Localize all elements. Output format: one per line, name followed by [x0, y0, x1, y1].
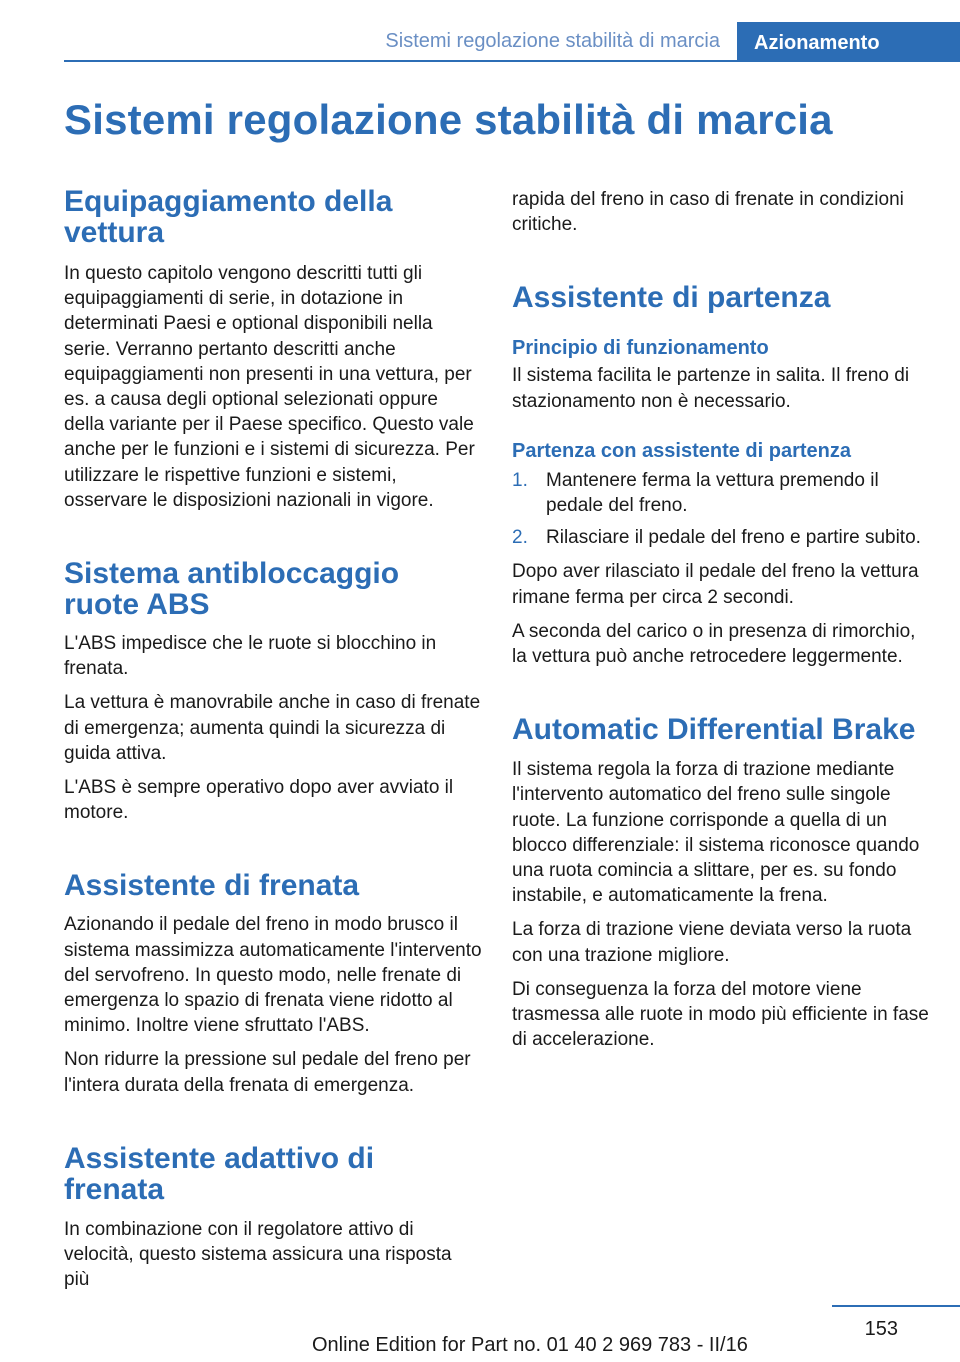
heading-assistente-frenata: Assistente di frenata [64, 869, 360, 903]
paragraph: Il sistema facilita le partenze in salita. Il freno di stazionamento non è necessario. [512, 365, 910, 412]
section-assistente-partenza [512, 282, 930, 669]
heading-adb: Automatic Differential Brake [512, 713, 916, 747]
paragraph: In questo capitolo vengono descritti tutti gli equipaggiamenti di serie, in dotazione in determinati Paesi e optional disponibili nella serie. Verranno pertanto descritti anche equipaggiamenti non presenti in una vettura, per es. a causa degli optional selezionati oppure della variante per il Paese specifico. Questo vale anche per le funzioni e i sistemi di sicurezza. Per utilizzare le rispettive funzioni e sistemi, osservare le disposizioni nazionali in vigore. [64, 263, 475, 511]
paragraph-continuation: rapida del freno in caso di frenate in condizioni critiche. [512, 189, 904, 236]
section-abs [64, 558, 482, 825]
list-item [512, 468, 930, 518]
steps-list [512, 468, 930, 551]
header-chapter-tab: Azionamento [737, 22, 960, 62]
section-equipaggiamento [64, 186, 482, 513]
paragraph: Di conseguenza la forza del motore viene trasmessa alle ruote in modo più efficiente in fase di accelerazione. [512, 978, 929, 1051]
list-item [512, 525, 930, 550]
paragraph: A seconda del carico o in presenza di rimorchio, la vettura può anche retrocedere leggermente. [512, 620, 916, 668]
paragraph: Dopo aver rilasciato il pedale del freno la vettura rimane ferma per circa 2 secondi. [512, 561, 919, 608]
section-adb [512, 714, 930, 1052]
paragraph: In combinazione con il regolatore attivo di velocità, questo sistema assicura una risposta più [64, 1218, 452, 1291]
paragraph: Il sistema regola la forza di trazione mediante l'intervento automatico del freno sulle singole ruote. La funzione corrisponde a quella di un blocco differenziale: il sistema riconosce quando una ruota comincia a slittare, per es. su fondo instabile, e automaticamente la frena. [512, 759, 920, 907]
right-column [512, 187, 930, 1052]
section-assistente-adattivo [64, 1143, 482, 1293]
heading-assistente-adattivo: Assistente adattivo di frenata [64, 1141, 375, 1206]
step-number: 2. [512, 527, 528, 549]
paragraph: L'ABS impedisce che le ruote si blocchino in frenata. [64, 633, 437, 680]
page-number: 153 [864, 1318, 898, 1340]
step-text: Mantenere ferma la vettura premendo il pedale del freno. [546, 469, 879, 517]
heading-equipaggiamento: Equipaggiamento della vettura [64, 185, 393, 249]
page-title: Sistemi regolazione stabilità di marcia [64, 96, 833, 143]
heading-assistente-partenza: Assistente di partenza [512, 281, 831, 315]
paragraph: Azionando il pedale del freno in modo brusco il sistema massimizza automaticamente l'intervento del servofreno. In questo modo, nelle frenate di emergenza lo spazio di frenata viene ridotto al minimo. Inoltre viene sfruttato l'ABS. [64, 914, 482, 1037]
page-number-rule [832, 1305, 960, 1307]
step-number: 1. [512, 469, 528, 491]
paragraph: Non ridurre la pressione sul pedale del freno per l'intera durata della frenata di emergenza. [64, 1049, 471, 1096]
heading-abs: Sistema antibloccaggio ruote ABS [64, 557, 400, 622]
subheading-partenza: Partenza con assistente di partenza [512, 439, 852, 462]
left-column [64, 186, 482, 1292]
paragraph: L'ABS è sempre operativo dopo aver avviato il motore. [64, 777, 454, 824]
step-text: Rilasciare il pedale del freno e partire subito. [546, 527, 921, 549]
paragraph: La forza di trazione viene deviata verso la ruota con una trazione migliore. [512, 919, 912, 966]
section-assistente-frenata [64, 870, 482, 1097]
header-section-label: Sistemi regolazione stabilità di marcia [385, 30, 720, 52]
paragraph: La vettura è manovrabile anche in caso di frenate di emergenza; aumenta quindi la sicurezza di guida attiva. [64, 692, 481, 764]
edition-note: Online Edition for Part no. 01 40 2 969 783 - II/16 [312, 1334, 748, 1356]
subheading-principio: Principio di funzionamento [512, 337, 769, 360]
